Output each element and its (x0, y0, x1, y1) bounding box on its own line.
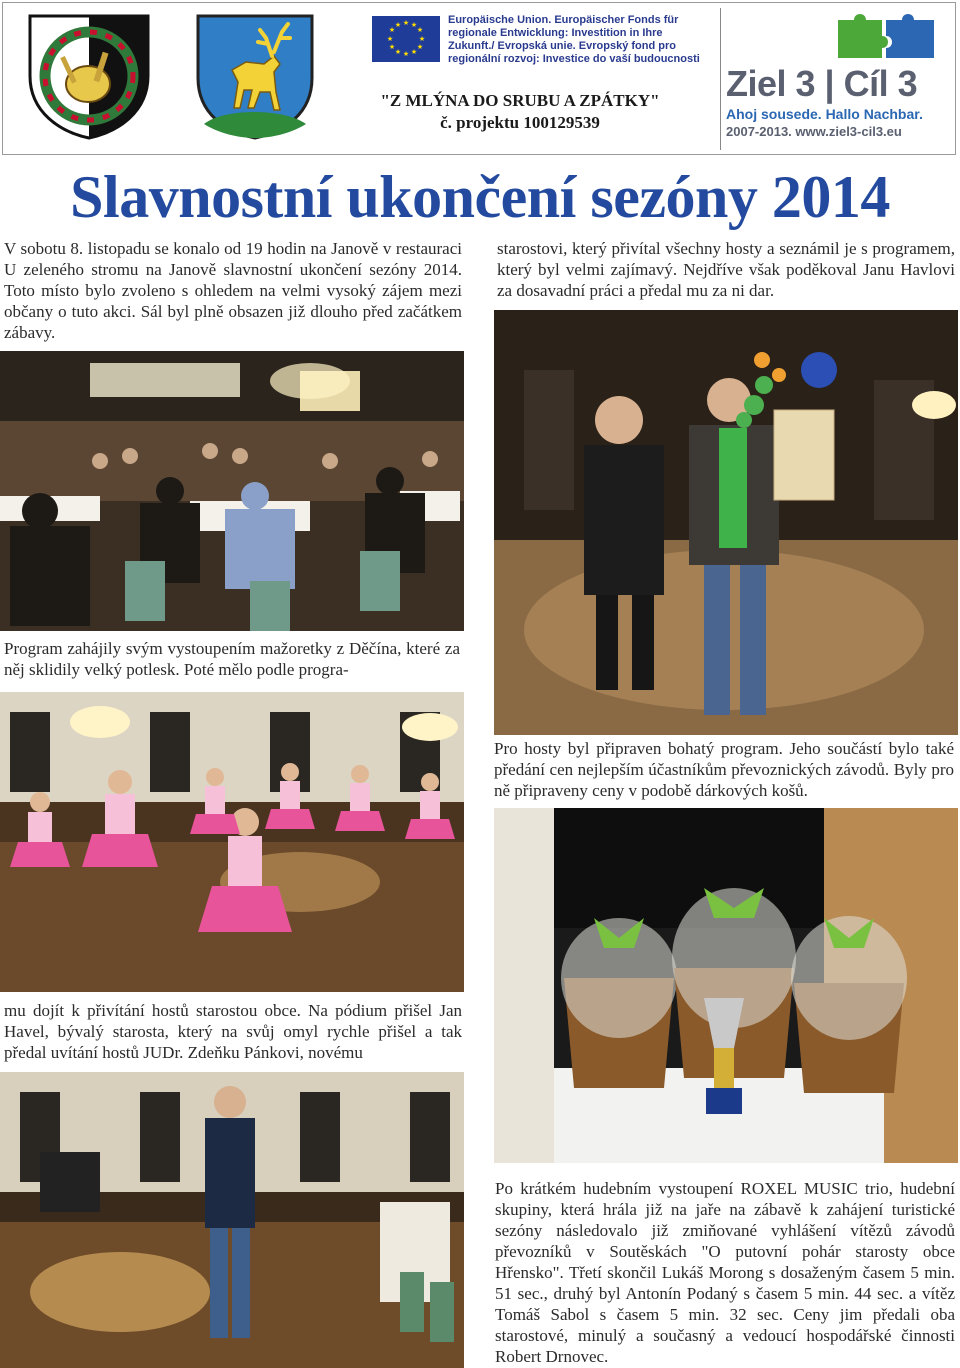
eu-funding-text: Europäische Union. Europäischer Fonds für regionale Entwicklung: Investition in Ihre Zukunft./ Evropská unie. Evropský fond pro regionální rozvoj: Investice do vaší budoucnosti (448, 14, 700, 65)
project-title: "Z MLÝNA DO SRUBU A ZPÁTKY" (380, 91, 660, 110)
eu-flag-icon (372, 16, 440, 62)
paragraph-welcome: mu dojít k přivítání hostů starostou obce. Na pódium přišel Jan Havel, bývalý starosta, který na svůj omyl rychle přišel a tak předal uvítání hostů JUDr. Zdeňku Pánkovi, novému (4, 1001, 462, 1062)
svg-text:★: ★ (394, 21, 402, 29)
photo-new-mayor (0, 1072, 464, 1368)
crest-deer-icon (194, 12, 316, 140)
paragraph-intro: V sobotu 8. listopadu se konalo od 19 hodin na Janově v restauraci U zeleného stromu na Janově slavnostní ukončení sezóny 2014. Toto místo bylo zvoleno s ohledem na velmi vysoký zájem mezi občany o tuto akci. Sál byl plně obsazen již dlouho před začátkem zábavy. (4, 239, 462, 342)
svg-text:★: ★ (410, 48, 418, 56)
paragraph-mayor: starostovi, který přivítal všechny hosty a seznámil je s programem, který byl velmi zajímavý. Nejdříve však poděkoval Janu Havlovi za dosavadní práci a předal mu za ni dar. (497, 239, 955, 300)
svg-text:★: ★ (402, 19, 410, 27)
photo-gift-baskets (494, 808, 958, 1163)
svg-text:★: ★ (402, 50, 410, 58)
svg-text:★: ★ (410, 21, 418, 29)
paragraph-results: Po krátkém hudebním vystoupení ROXEL MUSIC trio, hudební skupiny, která hrála již na jaře na zábavě k zahájení turistické sezóny následovalo již zmiňované vyhlášení vítězů závodů převozníků v Soutěskách "O putovní pohár starosty obce Hřensko". Třetí skončil Lukáš Morong s dosaženým časem 5 min. 51 sec., druhý byl Antonín Podaný s časem 5 min. 44 sec. a vítěz Tomáš Sabol s časem 5 min. 32 sec. Ceny jim předali oba starostové, minulý a současný a vedoucí hospodářské činnosti Robert Drnovec. (495, 1179, 955, 1366)
svg-text:★: ★ (418, 35, 426, 43)
svg-text:★: ★ (394, 48, 402, 56)
photo-hall-crowd (0, 351, 464, 631)
project-number: č. projektu 100129539 (440, 113, 600, 132)
puzzle-pieces-icon (836, 6, 936, 60)
svg-text:★: ★ (388, 26, 396, 34)
ziel-title: Ziel 3 | Cíl 3 (726, 63, 918, 104)
page-title: Slavnostní ukončení sezóny 2014 (70, 164, 890, 230)
photo-majorettes (0, 692, 464, 992)
svg-text:★: ★ (416, 43, 424, 51)
crest-bagpipe-icon (26, 12, 152, 140)
ziel-url: 2007-2013. www.ziel3-cil3.eu (726, 124, 902, 139)
svg-text:★: ★ (388, 43, 396, 51)
header-divider (720, 8, 721, 150)
paragraph-program: Pro hosty byl připraven bohatý program. Jeho součástí bylo také předání cen nejlepším účastníkům převoznických závodů. Byly pro ně připraveny ceny v podobě dárkových košů. (494, 739, 954, 800)
svg-text:★: ★ (386, 35, 394, 43)
photo-mayor-gift (494, 310, 958, 735)
svg-text:★: ★ (416, 26, 424, 34)
ziel-slogan: Ahoj sousede. Hallo Nachbar. (726, 106, 923, 122)
paragraph-majorettes: Program zahájily svým vystoupením mažoretky z Děčína, které za něj sklidily velký potlesk. Poté mělo podle progra- (4, 639, 460, 679)
